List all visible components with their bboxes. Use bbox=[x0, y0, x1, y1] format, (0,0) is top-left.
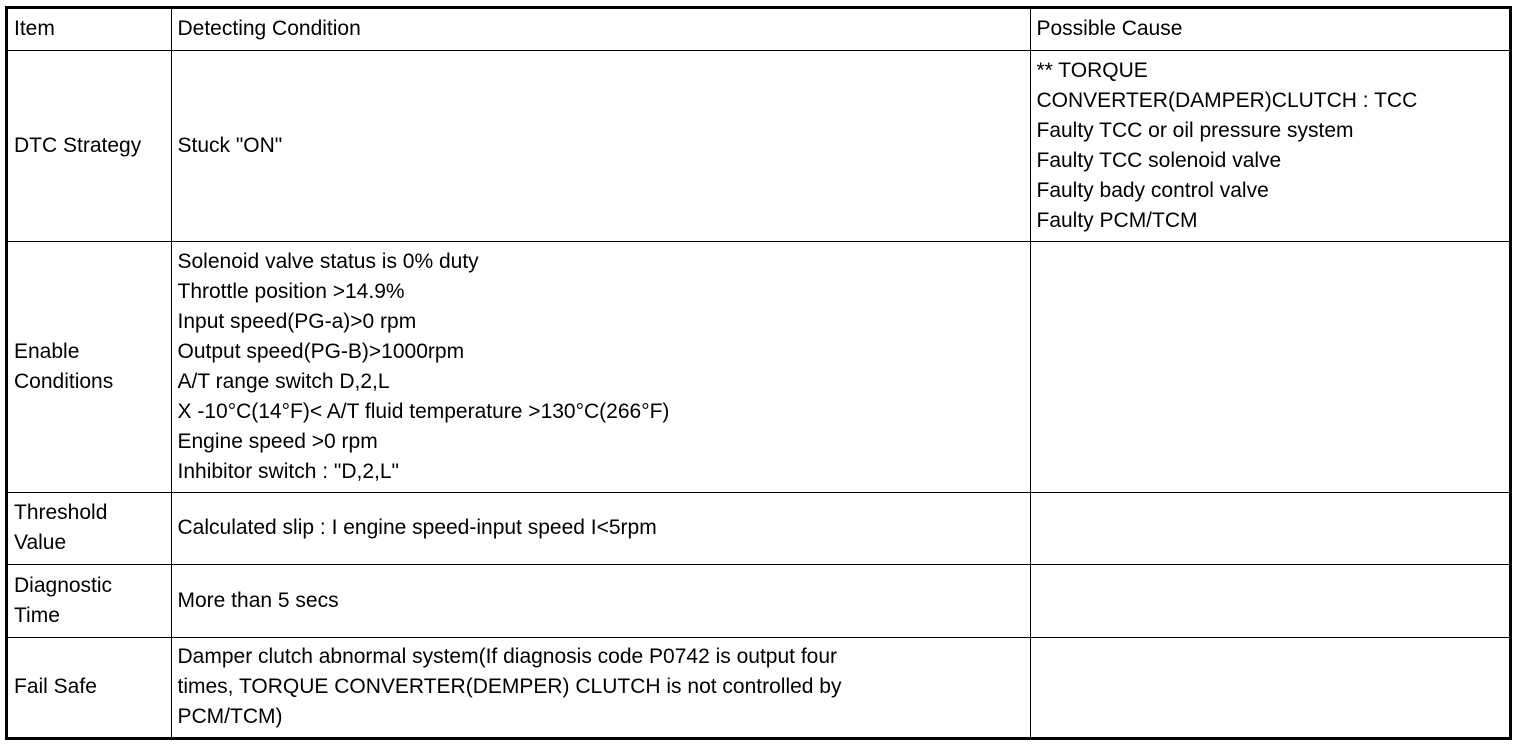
cause-line: Faulty PCM/TCM bbox=[1036, 208, 1198, 232]
dtc-table bbox=[8, 9, 1509, 737]
item-label: Time bbox=[14, 603, 60, 627]
item-label: Fail Safe bbox=[14, 675, 97, 699]
condition-threshold-value bbox=[171, 492, 1030, 564]
item-label: Diagnostic bbox=[14, 573, 113, 597]
item-enable-conditions bbox=[8, 241, 171, 492]
cause-fail-safe bbox=[1030, 637, 1509, 737]
item-threshold-value bbox=[8, 492, 171, 564]
cause-line: Faulty TCC or oil pressure system bbox=[1036, 118, 1354, 142]
table-header-row bbox=[8, 9, 1509, 50]
table-row-enable-conditions bbox=[8, 241, 1509, 492]
item-label: Enable bbox=[14, 339, 80, 363]
cause-diagnostic-time bbox=[1030, 564, 1509, 637]
item-dtc-strategy bbox=[8, 50, 171, 241]
cause-line: Faulty bady control valve bbox=[1036, 178, 1269, 202]
condition-line: A/T range switch D,2,L bbox=[177, 369, 390, 393]
table-row-fail-safe bbox=[8, 637, 1509, 737]
condition-text: Calculated slip : I engine speed-input speed I<5rpm bbox=[177, 516, 657, 539]
cause-line: CONVERTER(DAMPER)CLUTCH : TCC bbox=[1036, 88, 1418, 112]
item-label: Threshold bbox=[14, 501, 108, 524]
condition-line: Input speed(PG-a)>0 rpm bbox=[177, 309, 417, 333]
condition-fail-safe bbox=[171, 637, 1030, 737]
condition-line: Throttle position >14.9% bbox=[177, 279, 405, 303]
condition-text: Stuck "ON" bbox=[177, 133, 283, 157]
cause-line: ** TORQUE bbox=[1036, 58, 1148, 82]
item-label: DTC Strategy bbox=[14, 133, 142, 157]
cause-enable-conditions bbox=[1030, 241, 1509, 492]
item-label: Value bbox=[14, 531, 67, 554]
item-fail-safe bbox=[8, 637, 171, 737]
table-row-dtc-strategy bbox=[8, 50, 1509, 241]
header-possible-cause: Possible Cause bbox=[1030, 9, 1509, 50]
header-item: Item bbox=[8, 9, 171, 50]
table-row-threshold-value bbox=[8, 492, 1509, 564]
condition-line: Output speed(PG-B)>1000rpm bbox=[177, 339, 465, 363]
table-row-diagnostic-time bbox=[8, 564, 1509, 637]
condition-line: Engine speed >0 rpm bbox=[177, 429, 378, 453]
condition-line: PCM/TCM) bbox=[177, 705, 283, 729]
condition-line: times, TORQUE CONVERTER(DEMPER) CLUTCH is not controlled by bbox=[177, 675, 842, 699]
condition-line: X -10°C(14°F)< A/T fluid temperature >130°C(266°F) bbox=[177, 399, 670, 423]
header-detecting-condition: Detecting Condition bbox=[171, 9, 1030, 50]
condition-enable-conditions bbox=[171, 241, 1030, 492]
condition-line: Inhibitor switch : "D,2,L" bbox=[177, 459, 399, 483]
cause-dtc-strategy bbox=[1030, 50, 1509, 241]
condition-line: Damper clutch abnormal system(If diagnosis code P0742 is output four bbox=[177, 645, 838, 669]
condition-line: Solenoid valve status is 0% duty bbox=[177, 249, 479, 273]
item-diagnostic-time bbox=[8, 564, 171, 637]
condition-diagnostic-time bbox=[171, 564, 1030, 637]
item-label: Conditions bbox=[14, 369, 114, 393]
dtc-table-frame bbox=[5, 6, 1512, 740]
condition-text: More than 5 secs bbox=[177, 588, 339, 612]
cause-line: Faulty TCC solenoid valve bbox=[1036, 148, 1282, 172]
cause-threshold-value bbox=[1030, 492, 1509, 564]
condition-dtc-strategy bbox=[171, 50, 1030, 241]
